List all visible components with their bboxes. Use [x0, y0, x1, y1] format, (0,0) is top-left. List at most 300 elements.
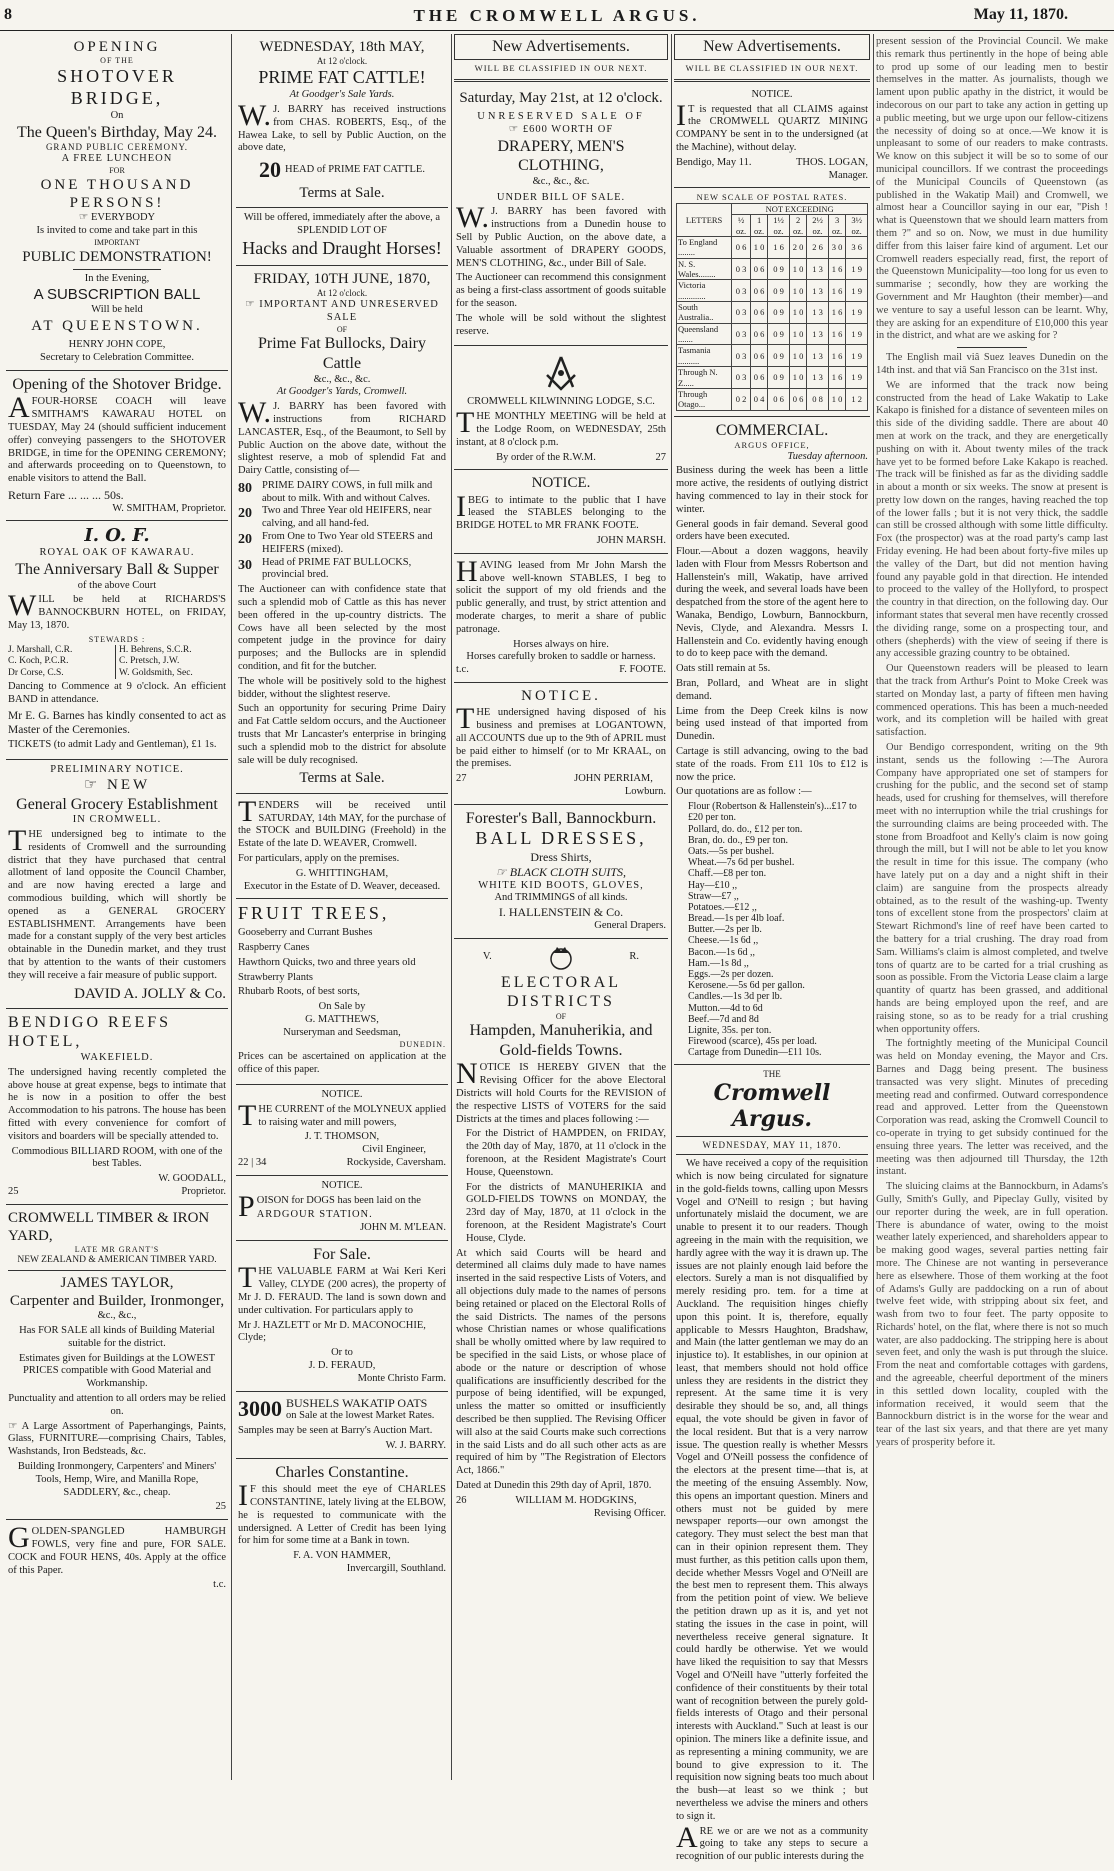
destination-cell: N. S. Wales........	[677, 258, 732, 280]
ad-body: Building Ironmongery, Carpenters' and Miners' Tools, Hemp, Wire, and Manilla Rope, SADDLERY, &c., cheap.	[17, 1461, 217, 1498]
article-paragraph: Cartage is still advancing, owing to the bad state of the roads. From £11 10s to £12 is now the price.	[676, 746, 868, 783]
rate-cell: 0 3	[732, 323, 751, 345]
ad-text: V.	[482, 951, 492, 963]
ad-body: The whole will be sold without the slightest reserve.	[456, 312, 666, 337]
ad-text: Dress Shirts,	[530, 850, 592, 865]
rate-cell: 0 9	[768, 280, 790, 302]
ad-body: THE undersigned beg to intimate to the residents of Cromwell and the surrounding district that they have purchased that central allotment of land opposite the Council Chamber, and are now having erected a large and commodious building, which will shortly be opened as a GENERAL GROCERY ESTABLISHMENT. Arrangements have been made for a constant supply of the very best articles obtainable in the Dunedin market, and they trust that by attention to the wants of their customers they will receive a fair measure of public support.	[8, 824, 226, 981]
ad-date: WEDNESDAY, 18th MAY,	[259, 39, 425, 55]
ad-title: BENDIGO REEFS HOTEL,	[8, 1013, 172, 1051]
ad-number: 25	[215, 1501, 226, 1513]
ad-signer: F. A. VON HAMMER,	[293, 1550, 391, 1562]
ad-body: IBEG to intimate to the public that I have leased the STABLES belonging to the BRIDGE HOTEL to MR FRANK FOOTE.	[456, 489, 666, 532]
price-quote: Cartage from Dunedin—£11 10s.	[688, 1047, 822, 1059]
ad-body: At which said Courts will be heard and determined all claims duly made to have names inserted in the said respective Lists of Voters, and all objections duly made to the names of persons being retained or placed on the Electoral Rolls of the said Districts. The names of the persons whose Christian names or whose qualifications shall be wholly omitted where by law required to be specified in the said Lists, or whose place of abode or the nature or description of whose qualifications are insufficiently described for the purpose of being identified, will be expunged, unless the matter so omitted or insufficiently described be then supplied. The Revising Officer will also at the said Courts make such corrections in the said Lists and do all such other acts as are required of him by "The Registration of Electors Act, 1866."	[456, 1247, 666, 1477]
price-quote: Wheat.—7s 6d per bushel.	[688, 857, 795, 869]
ad-signer: HENRY JOHN COPE,	[68, 339, 166, 351]
rate-cell: 1 0	[789, 345, 806, 367]
ad-text: OF THE	[100, 56, 134, 66]
pointing-hand-icon: ☞	[495, 864, 507, 879]
price-quote: Mutton.—4d to 6d	[688, 1002, 763, 1014]
ad-body: IF this should meet the eye of CHARLES CONSTANTINE, lately living at the ELBOW, he is requested to communicate with the undersigned. A Letter of Credit has been lying for him for some time at a Bank in town.	[238, 1479, 446, 1547]
ad-body: AFOUR-HORSE COACH will leave SMITHAM'S KAWARAU HOTEL on TUESDAY, May 24 (should sufficient inducement offer) conveying passengers to the SHOTOVER BRIDGE, in time for the OPENING CEREMONY; and afterwards proceeding on to Queenstown, to enable visitors to attend the Ball.	[8, 391, 226, 485]
ad-body: THE undersigned having disposed of his business and premises at LOGANTOWN, all ACCOUNTS due up to the 9th of APRIL must be paid either to himself (or to Mr KRAAL, on the premises.	[456, 702, 666, 770]
page-number: 8	[4, 6, 12, 23]
list-item: Hawthorn Quicks, two and three years old	[238, 956, 416, 968]
ad-text: FOR	[109, 166, 125, 176]
ad-date: Saturday, May 21st, at 12 o'clock.	[459, 89, 663, 106]
ad-text: LATE MR GRANT'S	[74, 1245, 160, 1255]
ad-signer-role: Manager.	[828, 169, 868, 181]
section-header: New Advertisements.	[674, 34, 870, 60]
ad-signer: W. J. BARRY.	[385, 1439, 446, 1451]
section-header: New Advertisements.	[454, 34, 668, 60]
ad-cromwell-timber-yard	[6, 1205, 228, 1520]
ad-heading: NOTICE.	[321, 1179, 363, 1191]
ad-title: The Queen's Birthday, May 24.	[16, 123, 218, 141]
ad-text: OF	[336, 324, 348, 334]
ad-kilwinning-lodge	[454, 346, 668, 470]
ad-text: on Sale at the lowest Market Rates.	[286, 1410, 435, 1422]
ad-tenders-weaver	[236, 794, 448, 900]
ad-title: Hacks and Draught Horses!	[242, 237, 442, 258]
ad-number: t.c.	[213, 1579, 226, 1591]
article-paragraph: present session of the Provincial Council. We make this remark thus pertinently in the hope of being able to prod up some of our leading men to bestir themselves in the matter. As journalists, though we lament upon public apathy in the district, it would be indecorous on our part to take any action in getting up a public meeting, but we urge upon our fellow-citizens the necessity of doing so at once.—We know it is unpleasant to some of our readers to make contrasts. We know on this subject it will be so to some of our municipal councillors. If we contrast the proceedings of the Municipal Councils of Queenstown (as published in the Wakatip Mail) and Cromwell, we almost hear a Councillor saying in our ear, "Pish ! what is Queenstown that we should learn matters from them ?" and so on. Now, we must in due humility differ from this laiser faire kind of argument. Let our Cromwell readers especially read, first, the report of the Queenstown Municipality—too long for us even to summarise ; secondly, how they are working the Government and Mr Haughton (their member)—and we venture to say a useful lesson can be learnt. Why, they are asking for an expenditure of £10,000 this year in the district, and what are we asking for ?	[876, 36, 1108, 342]
ad-title: CROMWELL KILWINNING LODGE, S.C.	[467, 396, 655, 408]
ad-fat-bullocks	[236, 266, 448, 794]
ad-body: The Auctioneer can recommend this consignment as being a first-class assortment of goods suitable for the season.	[456, 272, 666, 309]
rate-cell: 1 3	[807, 345, 829, 367]
ad-body: For the districts of MANUHERIKIA and GOLD-FIELDS TOWNS on MONDAY, the 23rd day of May, 1870, at 11 o'clock in the forenoon, at the Resident Magistrate's Court House, Clyde.	[466, 1181, 666, 1244]
ad-poison	[236, 1176, 448, 1241]
ad-body: A Large Assortment of Paperhangings, Paints, Glass, FURNITURE—comprising Chairs, Tables, Washstands, Iron Bedsteads, &c.	[8, 1420, 227, 1458]
price-quote: Chaff.—£8 per ton.	[688, 868, 767, 880]
ad-date: FRIDAY, 10TH JUNE, 1870,	[253, 270, 431, 287]
list-item: Raspberry Canes	[238, 942, 310, 954]
ad-text: OF	[555, 1011, 567, 1021]
ad-text: UNRESERVED SALE OF	[477, 111, 645, 123]
table-header: NOT EXCEEDING	[732, 203, 868, 214]
commercial-report	[674, 417, 870, 1065]
ad-title: General Grocery Establishment	[16, 795, 218, 813]
column-rule	[873, 34, 874, 1780]
article-paragraph: Oats still remain at 5s.	[676, 663, 771, 675]
table-row	[677, 236, 868, 258]
table-row	[677, 280, 868, 302]
lot-count: 20	[259, 157, 282, 183]
masthead	[0, 0, 1114, 31]
rate-cell: 0 6	[750, 302, 767, 324]
rate-cell: 0 6	[750, 323, 767, 345]
ad-text: IN CROMWELL.	[72, 814, 162, 826]
price-quote: Bread.—1s per 4lb loaf.	[688, 913, 785, 925]
lot-item: 80 PRIME DAIRY COWS, in full milk and about to milk. With and without Calves.	[238, 479, 433, 504]
rate-cell: 0 6	[768, 388, 790, 410]
article-paragraph: Business during the week has been a little more active, the residents of outlying district having commenced to lay in their stock for winter.	[676, 465, 868, 515]
ad-perriam-notice	[454, 683, 668, 805]
ad-body: THE CURRENT of the MOLYNEUX applied to raising water and mill powers,	[238, 1098, 446, 1132]
ad-title: The Anniversary Ball & Supper	[15, 561, 219, 579]
rate-cell: 2 6	[807, 236, 829, 258]
rate-cell: 1 0	[750, 236, 767, 258]
ad-text: WAKEFIELD.	[80, 1051, 154, 1063]
ad-text: At Goodger's Sale Yards.	[289, 89, 395, 101]
rate-cell: 1 0	[789, 323, 806, 345]
ad-body: Has FOR SALE all kinds of Building Material suitable for the district.	[19, 1325, 215, 1349]
ad-body: GOLDEN-SPANGLED HAMBURGH FOWLS, very fine and pure, FOR SALE. COCK and FOUR HENS, 40s. Apply at the office of this Paper.	[8, 1521, 226, 1576]
article-paragraph: Flour.—About a dozen waggons, heavily laden with Flour from Messrs Robertson and Hallenstein's mill, Wakatip, have arrived during the week, and several loads have been despatched from the store of the agent here to Wanaka, Bendigo, Lowburn, Bannockburn, Nevis, Clyde, and Alexandra. Messrs I. Hallenstein and Co. evidently having enough to do to keep pace with the demand.	[676, 546, 868, 660]
ad-text: Will be held	[91, 304, 143, 316]
ad-signer: WILLIAM M. HODGKINS,	[515, 1494, 637, 1506]
rate-cell: 3 0	[828, 236, 845, 258]
ad-text: IMPORTANT	[94, 237, 140, 247]
price-quote: Lignite, 35s. per ton.	[688, 1024, 772, 1036]
ad-oddfellows-ball	[6, 521, 228, 759]
rate-cell: 0 2	[732, 388, 751, 410]
price-quote: Hay—£10 ,,	[688, 879, 738, 891]
rate-cell: 0 6	[750, 258, 767, 280]
rate-cell: 1 6	[828, 302, 845, 324]
ad-text: Lowburn.	[624, 786, 666, 798]
rate-cell: 1 6	[828, 258, 845, 280]
ad-signer: W. GOODALL,	[158, 1173, 226, 1185]
ad-text: Will be offered, immediately after the above, a SPLENDID LOT OF	[243, 212, 441, 237]
price-quote: Firewood (scarce), 45s per load.	[688, 1036, 817, 1048]
rate-cell: 1 6	[828, 345, 845, 367]
ad-title: For Sale.	[313, 1245, 371, 1263]
ad-text: EVERYBODY	[90, 212, 156, 224]
ad-emblem: I. O. F.	[84, 525, 150, 547]
ad-title: Opening of the Shotover Bridge.	[12, 375, 222, 393]
ad-title: BALL DRESSES,	[475, 828, 647, 849]
ad-body: Samples may be seen at Barry's Auction Mart.	[238, 1425, 433, 1437]
ad-body: Prices can be ascertained on application at the office of this paper.	[238, 1051, 446, 1076]
price-quote: Potatoes.—£12 ,,	[688, 901, 757, 913]
ad-number: 26	[456, 1494, 467, 1506]
ad-text: And TRIMMINGS of all kinds.	[494, 892, 628, 904]
ad-body: Dancing to Commence at 9 o'clock. An efficient BAND in attendance.	[8, 681, 226, 706]
editorial-masthead: Cromwell Argus.	[713, 1079, 831, 1133]
weight-header: ½ oz.	[732, 215, 751, 237]
ad-text: Terms at Sale.	[299, 770, 385, 787]
rate-cell: 1 9	[846, 258, 868, 280]
destination-cell: Victoria .............	[677, 280, 732, 302]
steward-name: Dr Corse, C.S.	[8, 667, 64, 678]
ad-body: Such an opportunity for securing Prime Dairy and Fat Cattle seldom occurs, and the Auctioneer trusts that Mr Lancaster's enterprise in bringing such a splendid mob to the district for absolute sale will be duly recognised.	[238, 703, 446, 766]
list-item: Strawberry Plants	[238, 971, 313, 983]
destination-cell: To England ........	[677, 236, 732, 258]
rate-cell: 0 6	[732, 236, 751, 258]
ad-text: THE	[763, 1068, 781, 1079]
ad-signer: I. HALLENSTEIN & Co.	[498, 905, 624, 920]
column-rule	[671, 34, 672, 1780]
ad-number: 27	[655, 451, 666, 463]
ad-text: R.	[629, 951, 640, 963]
ad-title: Forester's Ball, Bannockburn.	[465, 809, 657, 827]
ad-text: ARGUS OFFICE,	[734, 440, 810, 451]
ad-text: Monte Christo Farm.	[357, 1372, 446, 1384]
ad-body: Mr E. G. Barnes has kindly consented to act as Master of the Ceremonies.	[8, 709, 226, 736]
ad-title: A SUBSCRIPTION BALL	[33, 285, 201, 303]
steward-name: W. Goldsmith, Sec.	[119, 667, 193, 678]
weight-header: 3 oz.	[828, 215, 845, 237]
ad-body: IT is requested that all CLAIMS against the CROMWELL QUARTZ MINING COMPANY be sent in to the undersigned (at the Machine), without delay.	[676, 98, 868, 154]
ad-text: GRAND PUBLIC CEREMONY.	[45, 142, 189, 153]
ad-text: of the above Court	[77, 579, 157, 591]
ad-title: AT QUEENSTOWN.	[31, 317, 203, 334]
ad-body: WILL be held at RICHARDS'S BANNOCKBURN HOTEL, on FRIDAY, May 13, 1870.	[8, 589, 226, 631]
ad-text: ARDGOUR STATION.	[256, 1209, 373, 1221]
price-quote: Butter.—2s per lb.	[688, 924, 762, 936]
ad-fruit-trees	[236, 899, 448, 1085]
ad-title: PUBLIC DEMONSTRATION!	[22, 248, 212, 265]
ad-title: Hampden, Manuherikia, and Gold-fields Towns.	[469, 1022, 653, 1059]
table-row	[677, 367, 868, 389]
rate-cell: 1 0	[789, 302, 806, 324]
ad-number: t.c.	[456, 664, 469, 676]
destination-cell: South Australia..	[677, 302, 732, 324]
weight-header: 3½ oz.	[846, 215, 868, 237]
ad-text: At 12 o'clock.	[316, 56, 368, 67]
ad-text: IMPORTANT AND UNRESERVED SALE	[259, 299, 439, 323]
ad-signer-role: Revising Officer.	[593, 1507, 666, 1519]
weight-header: 2½ oz.	[807, 215, 829, 237]
ad-general-grocery	[6, 760, 228, 1009]
ad-body: Mr J. HAZLETT or Mr D. MACONOCHIE, Clyde;	[238, 1319, 426, 1344]
ad-quartz-mining-notice	[674, 85, 870, 189]
column-5	[876, 34, 1108, 1780]
price-quote: Candles.—1s 3d per lb.	[688, 991, 783, 1003]
ad-text: PRELIMINARY NOTICE.	[50, 763, 184, 775]
ad-marsh-stables	[454, 470, 668, 553]
rate-cell: 1 3	[807, 280, 829, 302]
rate-cell: 0 3	[732, 367, 751, 389]
list-item: Gooseberry and Currant Bushes	[238, 927, 373, 939]
rate-cell: 1 3	[807, 302, 829, 324]
royal-crest-icon	[546, 943, 576, 973]
rate-cell: 0 6	[750, 345, 767, 367]
ad-text: On	[110, 109, 124, 121]
ad-title: FRUIT TREES,	[238, 903, 390, 924]
ad-title: Charles Constantine.	[275, 1463, 409, 1481]
rate-cell: 0 3	[732, 258, 751, 280]
ad-signer-role: Nurseryman and Seedsman,	[283, 1026, 401, 1038]
ad-hacks-horses	[236, 208, 448, 266]
price-quote: Bacon.—1s 6d ,,	[688, 946, 755, 958]
rate-cell: 1 6	[828, 323, 845, 345]
rate-cell: 3 6	[846, 236, 868, 258]
ad-number: 27	[456, 773, 467, 785]
ad-body: Commodious BILLIARD ROOM, with one of the best Tables.	[11, 1145, 223, 1170]
ad-number: 22 | 34	[238, 1156, 267, 1168]
rate-cell: 1 9	[846, 302, 868, 324]
ad-drapery-sale	[454, 85, 668, 346]
ad-body: Estimates given for Buildings at the LOWEST PRICES compatible with Good Material and Workmanship.	[19, 1352, 215, 1390]
table-row	[677, 258, 868, 280]
rate-cell: 1 0	[789, 367, 806, 389]
pointing-hand-icon: ☞	[78, 212, 89, 224]
destination-cell: Through Otago...	[677, 388, 732, 410]
ad-title: DRAPERY, MEN'S CLOTHING,	[497, 137, 625, 175]
ad-body: For particulars, apply on the premises.	[238, 852, 400, 864]
ad-signer-role: Civil Engineer,	[362, 1144, 426, 1156]
bushel-count: 3000	[238, 1395, 282, 1421]
column-2	[236, 34, 448, 1780]
rate-cell: 1 6	[768, 236, 790, 258]
lot-text: HEAD of PRIME FAT CATTLE.	[285, 164, 425, 176]
ad-title: ELECTORAL DISTRICTS	[500, 973, 622, 1011]
ad-text: Horses always on hire.	[513, 638, 609, 650]
pointing-hand-icon: ☞	[508, 123, 520, 135]
rate-cell: 1 3	[807, 323, 829, 345]
rate-cell: 0 6	[789, 388, 806, 410]
column-rule	[451, 34, 452, 1780]
destination-cell: Queensland .......	[677, 323, 732, 345]
ad-molyneux	[236, 1085, 448, 1176]
ad-text: Horses carefully broken to saddle or harness.	[466, 651, 656, 663]
article-paragraph: We have received a copy of the requisition which is now being circulated for signature in the gold-fields towns, calling upon Messrs Vogel and O'Neill to resign ; but having unfortunately mislaid the document, we are unable to present it to our readers. Though agreeing in the main with the requisition, we hardly agree with the way it is drawn up. The issues are not plainly enough laid before the electors. Surely a man is not disqualified by merely residing pro. tem. for a time at Auckland. The requisition hinges chiefly upon this point. It is, therefore, equally applicable to Messrs Haughton, Bradshaw, and Main (the latter gentleman we may do an injustice to). It establishes, in our opinion at least, that members should not hold office unless they are residents in the district they represent. At the same time it is very desirable they should be so, and, all things equal, the vote should be given in favor of the local resident. But that is a very narrow issue. The question really is whether Messrs Vogel and O'Neill possess the confidence of the electors at the present time—that is, at the meeting of the ensuing Assembly. Now, this opens an important question. Miners and others must not be guided by mere newspaper reports—our own amongst the category. They must select the best man that can in their opinion represent them. They must further, as this petition calls upon them, decide whether Messrs Vogel and O'Neill are the best men to represent them. This always from the petition point of view. We believe the petition drawn up as it is, and yet not stating the issues in the case in point, will nevertheless receive general signature. It could hardly be otherwise. Yet we would have liked the requisition to say that Messrs Vogel and O'Neill have "utterly forfeited the confidence of their constituents by their total want of recognition between the purely gold-fields interests of Otago and their personal interests with Auckland." Such at least is our opinion. The miners like a definite issue, and as representing a mining community, we are bound to give expression to it. The requisition now signing beats too much about the bush—at least so we think ; but nevertheless we advise the miners and others to sign it.	[676, 1158, 868, 1822]
ad-title: Carpenter and Builder, Ironmonger,	[9, 1292, 225, 1309]
ad-body: The undersigned having recently completed the above house at great expense, begs to intimate that he is now in a position to offer the best Accommodation to his patrons. The house has been fitted with every convenience for comfort of visitors and boarders will be specially attended to.	[8, 1066, 226, 1142]
price-quote: Ham.—1s 8d ,,	[688, 957, 749, 969]
ad-text: Rockyside, Caversham.	[346, 1156, 446, 1168]
ad-heading: NOTICE.	[321, 1088, 363, 1100]
price-quote: Beef.—7d and 8d	[688, 1013, 759, 1025]
ad-charles-constantine	[236, 1459, 448, 1581]
ad-title: SHOTOVER BRIDGE,	[57, 66, 177, 108]
price-quotes	[676, 801, 868, 1058]
rate-cell: 0 3	[732, 302, 751, 324]
ad-text: BLACK CLOTH SUITS,	[509, 864, 627, 879]
article-paragraph: Bran, Pollard, and Wheat are in slight demand.	[676, 678, 868, 702]
ad-signer-role: Executor in the Estate of D. Weaver, deceased.	[243, 880, 441, 892]
lot-item: 30 Head of PRIME FAT BULLOCKS, provincial bred.	[238, 556, 412, 581]
ad-signer: F. FOOTE.	[619, 664, 666, 676]
rate-cell: 0 6	[750, 280, 767, 302]
rate-cell: 1 0	[828, 388, 845, 410]
price-quote: Pollard, do. do., £12 per ton.	[688, 823, 803, 835]
rate-cell: 1 6	[828, 280, 845, 302]
ad-text: &c., &c., &c.	[532, 175, 590, 187]
ad-signer: W. SMITHAM, Proprietor.	[112, 502, 226, 514]
ad-signer: JOHN M. M'LEAN.	[360, 1222, 446, 1234]
article-paragraph: The fortnightly meeting of the Municipal Council was held on Monday evening, the Mayor and Crs. Barnes and Dagg being present. The business transacted was very slight. Minutes of preceding meeting read and confirmed. Outward correspondence read and approved. Letter from the Queenstown Corporation was read, asking the Cromwell Council to co-operate in trying to get subsidy continued for the ensuing three years. The letter was received, and the meeting was then adjourned till Thursday, the 12th instant.	[876, 1038, 1108, 1178]
rate-cell: 0 8	[807, 388, 829, 410]
ad-text: Return Fare ... ... ... 50s.	[8, 487, 124, 502]
rate-cell: 1 6	[828, 367, 845, 389]
ad-electoral-districts	[454, 939, 668, 1526]
ad-signer: J. T. THOMSON,	[304, 1131, 380, 1143]
ad-body: THE VALUABLE FARM at Wai Keri Keri Valley, CLYDE (200 acres), the property of Mr J. D. FERAUD. The land is sown down and under cultivation. For particulars apply to	[238, 1261, 446, 1316]
ad-foote-stables	[454, 554, 668, 683]
ad-text: Bendigo, May 11.	[676, 156, 752, 168]
rate-cell: 1 2	[846, 388, 868, 410]
table-row	[677, 323, 868, 345]
ad-text: Tuesday afternoon.	[787, 450, 868, 462]
rate-cell: 0 3	[732, 280, 751, 302]
price-quote: Straw—£7 ,,	[688, 890, 739, 902]
ad-text: DUNEDIN.	[399, 1039, 446, 1049]
rate-cell: 0 4	[750, 388, 767, 410]
ad-title: ONE THOUSAND PERSONS!	[40, 176, 194, 212]
ad-title: JAMES TAYLOR,	[60, 1274, 174, 1291]
ad-text: ROYAL OAK OF KAWARAU.	[39, 547, 195, 559]
ad-title: PRIME FAT CATTLE!	[258, 67, 426, 88]
ad-body: POISON for DOGS has been laid on the	[238, 1189, 421, 1223]
ad-body: W.J. BARRY has been favored with instructions from RICHARD LANCASTER, Esq., of the Beaumont, to Sell by Public Auction on the above date, without the slightest reserve, a mob of splendid Fat and Dairy Cattle, consisting of—	[238, 396, 446, 477]
ad-bendigo-reefs-hotel	[6, 1009, 228, 1205]
price-quote: Oats.—5s per bushel.	[688, 845, 775, 857]
ad-signer: DAVID A. JOLLY & Co.	[74, 985, 226, 1002]
ad-signer: JOHN PERRIAM,	[574, 773, 653, 785]
rate-cell: 1 9	[846, 367, 868, 389]
ad-signer-role: General Drapers.	[594, 919, 666, 931]
editorial-date: WEDNESDAY, MAY 11, 1870.	[702, 1140, 842, 1151]
ad-body: Punctuality and attention to all orders may be relied on.	[8, 1393, 226, 1417]
ad-text: At 12 o'clock.	[316, 288, 368, 299]
rate-cell: 0 9	[768, 302, 790, 324]
ad-wakatip-oats	[236, 1392, 448, 1459]
newspaper-title: THE CROMWELL ARGUS.	[413, 6, 701, 25]
ad-text: By order of the R.W.M.	[496, 451, 596, 463]
table-title: NEW SCALE OF POSTAL RATES.	[696, 192, 848, 203]
ad-body: TICKETS (to admit Lady and Gentleman), £1 1s.	[8, 738, 217, 750]
price-quote: Bran, do. do., £9 per ton.	[688, 834, 788, 846]
ad-body: THE MONTHLY MEETING will be held at the Lodge Room, on WEDNESDAY, 25th instant, at 8 o'clock p.m.	[456, 406, 666, 448]
ad-body: NOTICE IS HEREBY GIVEN that the Revising Officer for the above Electoral Districts will hold Courts for the REVISION of the respective LISTS of VOTERS for the said Districts at the times and places following :—	[456, 1057, 666, 1125]
ad-text: A FREE LUNCHEON	[61, 153, 173, 165]
table-row	[677, 302, 868, 324]
table-row	[677, 345, 868, 367]
ad-body: Dated at Dunedin this 29th day of April, 1870.	[456, 1479, 652, 1491]
ad-text: At Goodger's Yards, Cromwell.	[276, 386, 408, 398]
rate-cell: 0 6	[750, 367, 767, 389]
ad-signer: JOHN MARSH.	[596, 535, 666, 547]
ad-text: WHITE KID BOOTS, GLOVES,	[478, 879, 644, 891]
ad-text: Is invited to come and take part in this	[36, 225, 198, 237]
ad-text: NEW ZEALAND & AMERICAN TIMBER YARD.	[17, 1255, 217, 1266]
ad-signer: G. MATTHEWS,	[305, 1014, 379, 1026]
ad-text: Or to	[331, 1347, 353, 1359]
section-subheader: WILL BE CLASSIFIED IN OUR NEXT.	[685, 62, 859, 73]
price-quote: Cheese.—1s 6d ,,	[688, 935, 759, 947]
rate-cell: 1 9	[846, 280, 868, 302]
table-header: LETTERS	[677, 203, 732, 236]
ad-heading: NOTICE.	[521, 688, 601, 704]
ad-hamburgh-fowls	[6, 1520, 228, 1597]
article-paragraph: The sluicing claims at the Bannockburn, in Adams's Gully, Smith's Gully, and Pipeclay Gully, visited by our reporter during the week, are in full operation. There is abundance of water, owing to the moist weather lately experienced, and shareholders appear to be making good wages, several parties netting fair more. The Chinese are not wanting in perseverance here as elsewhere. Those of them working at the foot of Adams's Gully are paddocking on a run of about twelve feet wide, with stripping about six feet, and wash from two to four feet. The party opposite to Richards' hotel, on the flat, where there is not so much water, are also paddocking. The stripping here is about seven feet, and only the wash is put through the sluice. From the neat and comfortable cottages with gardens, and the agreeable, cheerful deportment of the miners in this settled down locality, coupled with the information received, it would seem that the Bannockburn district is in the worse for the wear and tear of the last six years, and that there are yet many years of prosperity before it.	[876, 1181, 1108, 1449]
ad-body: HAVING leased from Mr John Marsh the above well-known STABLES, I beg to solicit the support of my old friends and the public generally, and trust, by strict attention and moderate charges, to merit a share of public patronage.	[456, 554, 666, 635]
ad-text: In the Evening,	[84, 273, 150, 285]
rate-cell: 1 3	[807, 258, 829, 280]
ad-foresters-ball	[454, 805, 668, 939]
ad-body: W.J. BARRY has received instructions from CHAS. ROBERTS, Esq., of the Hawea Lake, to sell by Public Auction, on the above date,	[238, 99, 446, 154]
rate-cell: 0 9	[768, 323, 790, 345]
article-paragraph: Lime from the Deep Creek kilns is now being used instead of that imported from Dunedin.	[676, 705, 868, 743]
postal-rates-table	[676, 203, 868, 411]
article-paragraph: General goods in fair demand. Several good orders have been executed.	[676, 518, 868, 543]
article-paragraph: The English mail viâ Suez leaves Dunedin on the 14th inst. and that viâ San Francisco on the 31st inst.	[876, 352, 1108, 376]
pointing-hand-icon: ☞	[83, 777, 101, 794]
ad-farm-for-sale	[236, 1241, 448, 1392]
postal-rates	[674, 188, 870, 416]
list-item: Rhubarb Roots, of best sorts,	[238, 986, 360, 998]
ad-text: £600 WORTH OF	[522, 123, 614, 135]
ad-heading: OPENING	[73, 39, 161, 55]
rate-cell: 0 9	[768, 345, 790, 367]
ad-title: Prime Fat Bullocks, Dairy Cattle	[258, 335, 426, 372]
rate-cell: 0 9	[768, 367, 790, 389]
